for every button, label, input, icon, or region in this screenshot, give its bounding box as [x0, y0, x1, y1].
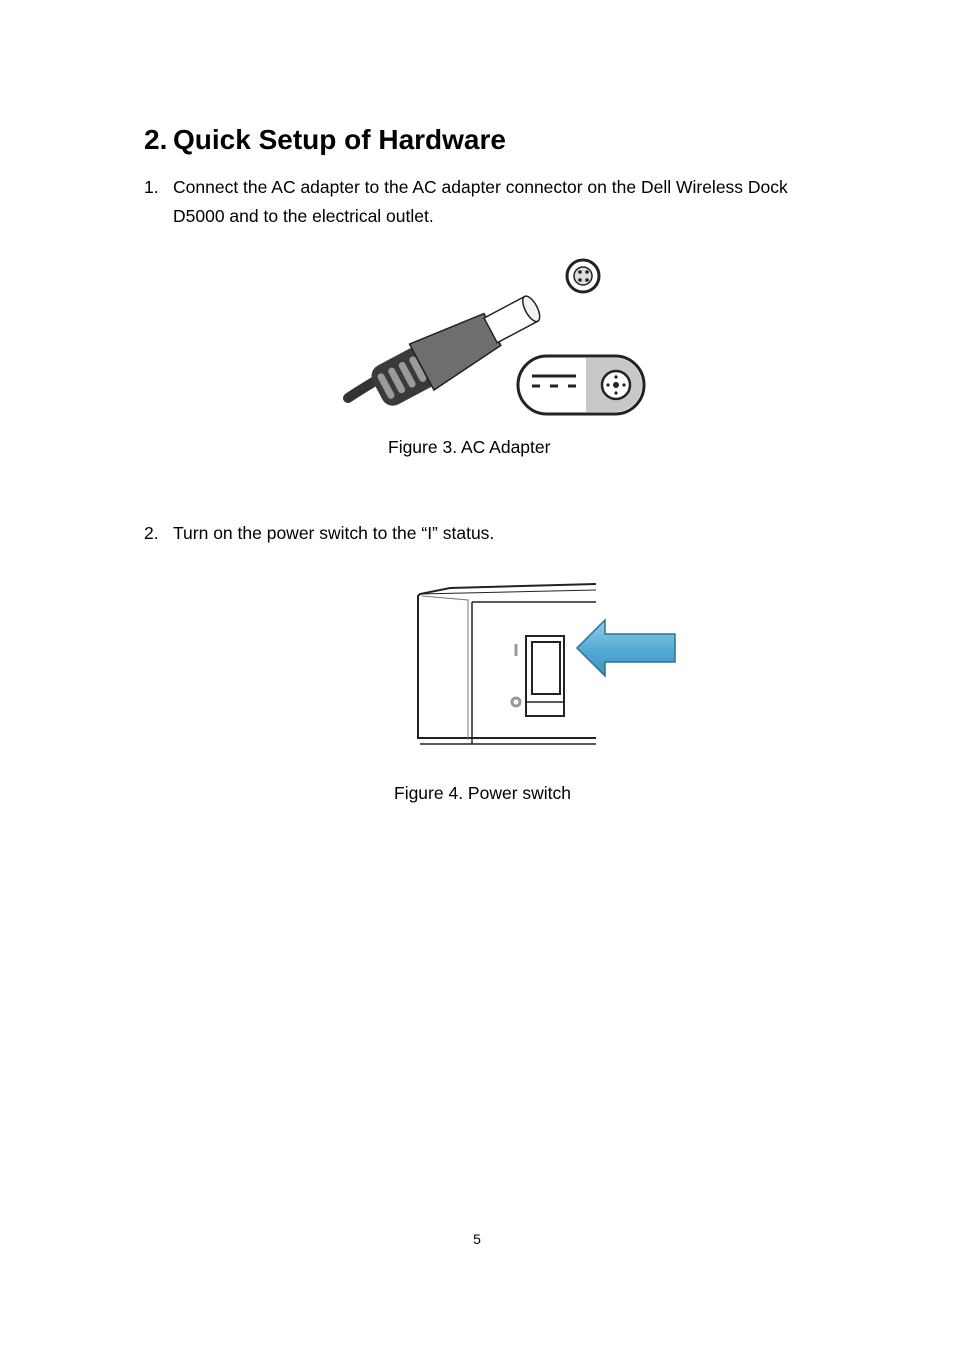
- section-heading: [144, 124, 506, 156]
- section-title: Quick Setup of Hardware: [173, 124, 506, 155]
- step-2-text: Turn on the power switch to the “I” status.: [173, 523, 495, 543]
- step-1-marker: 1.: [144, 177, 159, 197]
- power-switch-illustration: [410, 578, 680, 750]
- step-1: [144, 173, 823, 231]
- figure-3-caption: Figure 3. AC Adapter: [388, 437, 551, 457]
- ac-adapter-illustration: [340, 250, 650, 420]
- page-number: 5: [473, 1231, 481, 1247]
- step-1-text: Connect the AC adapter to the AC adapter connector on the Dell Wireless Dock D5000 and to the electrical outlet.: [173, 177, 788, 226]
- step-2: [144, 519, 823, 548]
- step-2-marker: 2.: [144, 523, 159, 543]
- figure-4-caption: Figure 4. Power switch: [394, 783, 572, 803]
- section-number: 2.: [144, 124, 168, 155]
